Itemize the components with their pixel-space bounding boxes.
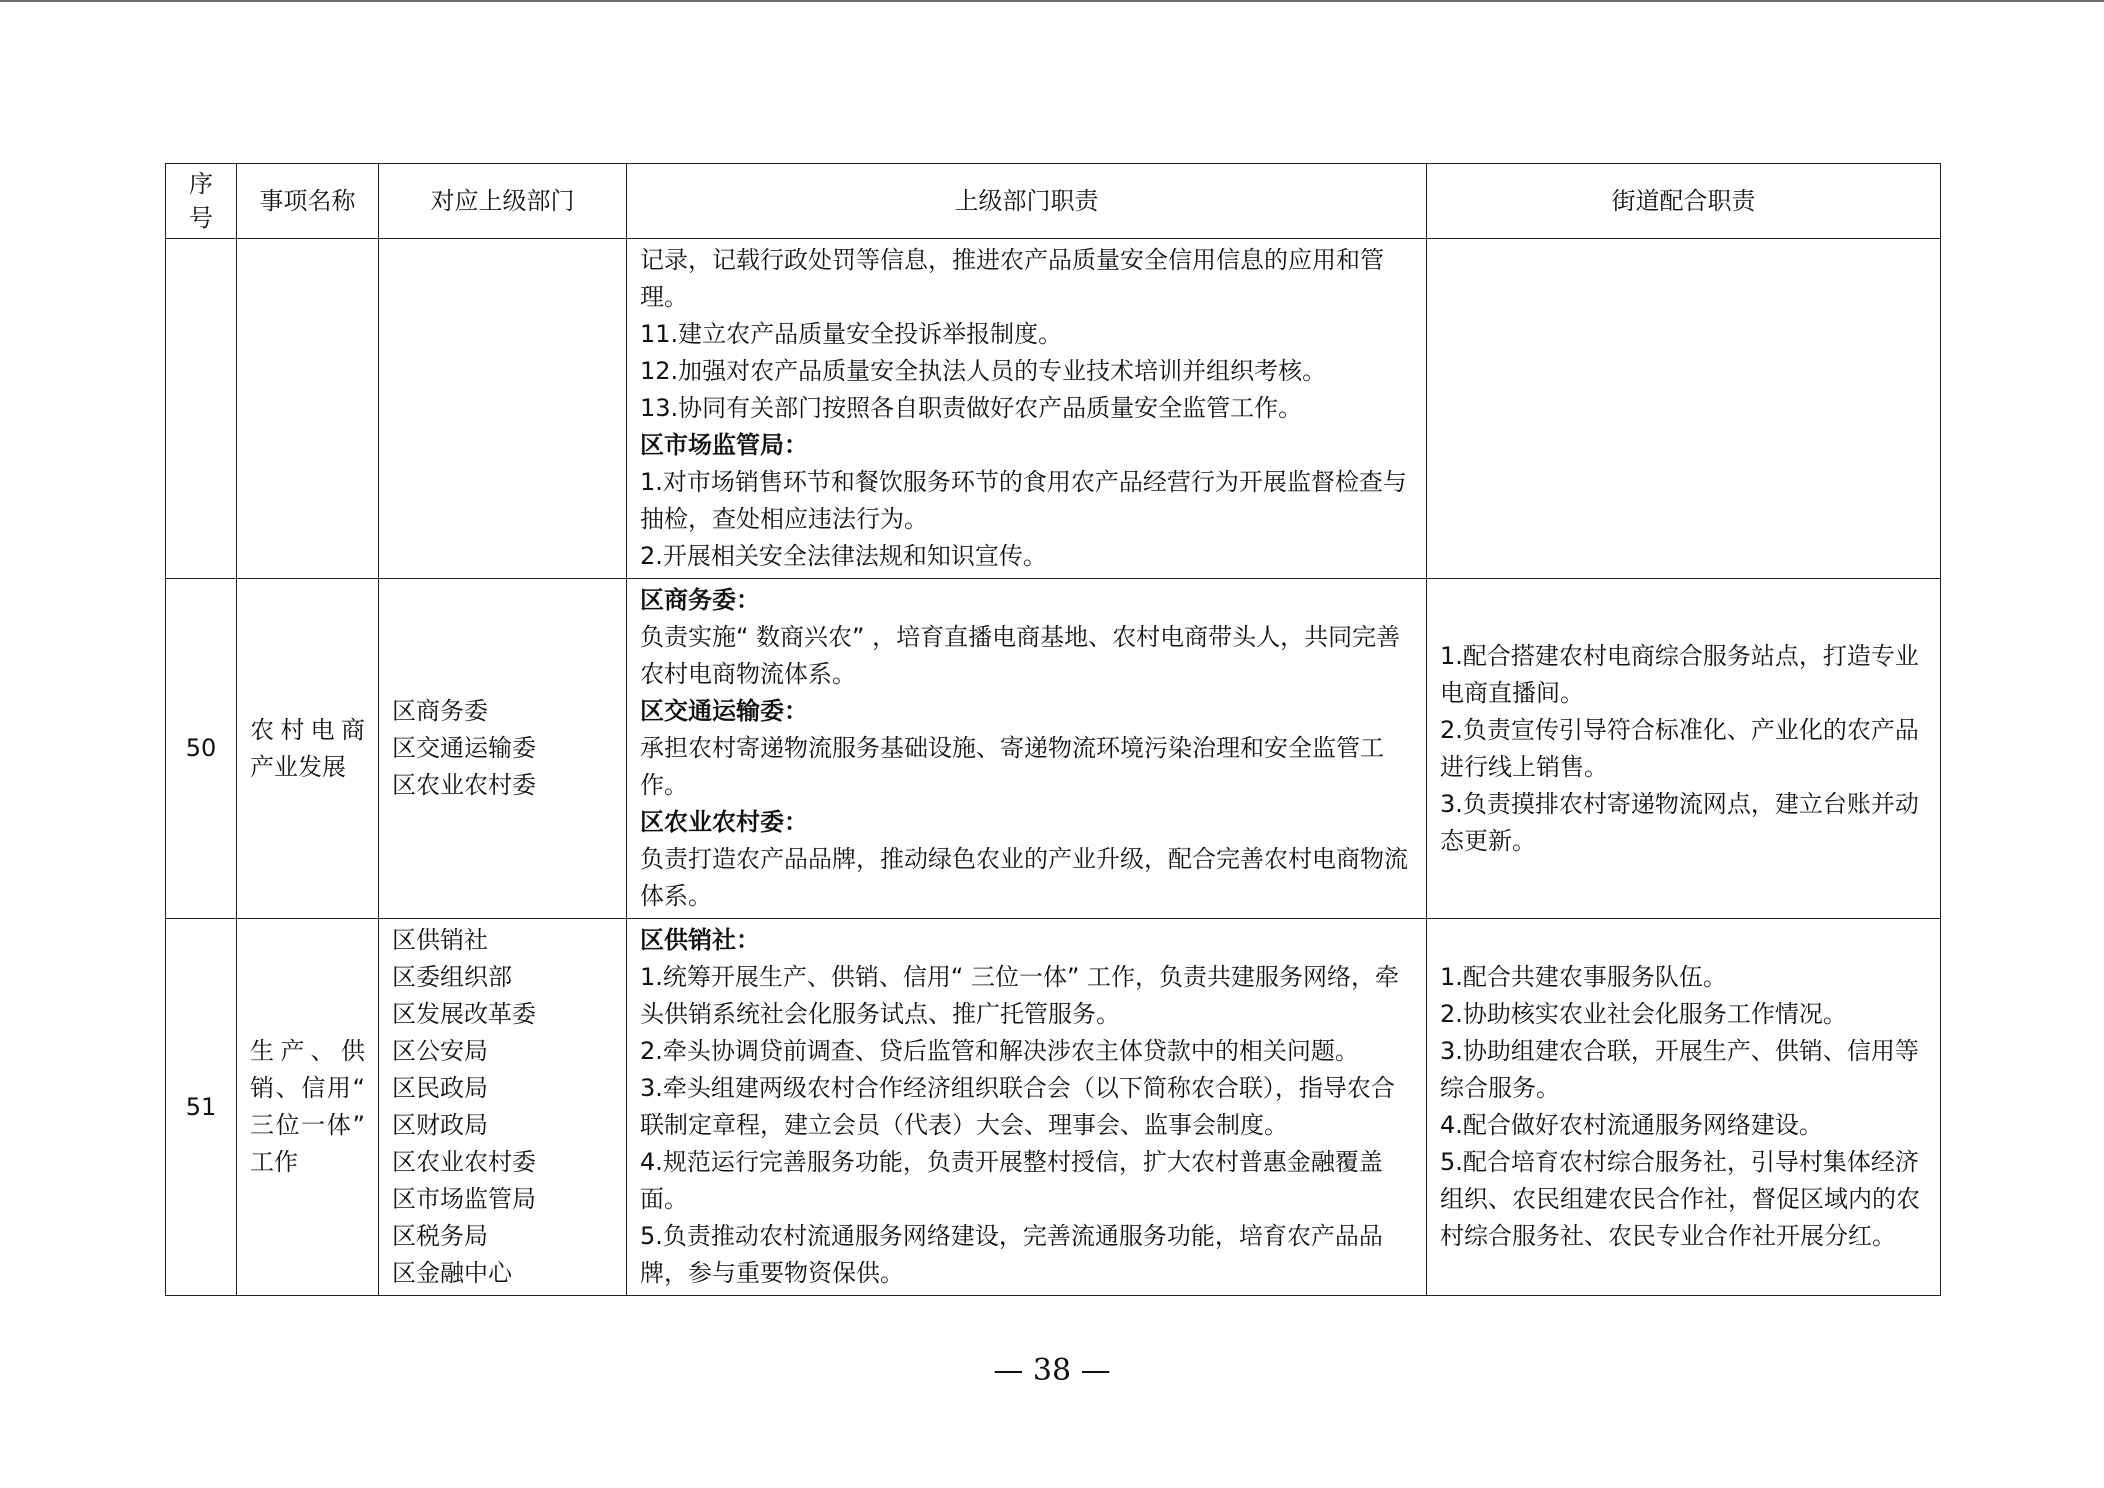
street-duty-line: 3.负责摸排农村寄递物流网点，建立台账并动态更新。	[1440, 789, 1919, 855]
dept-name: 区税务局	[392, 1222, 488, 1250]
header-item-name: 事项名称	[237, 164, 379, 239]
duty-line: 2.开展相关安全法律法规和知识宣传。	[640, 542, 1047, 570]
duty-line: 负责实施“ 数商兴农” ，培育直播电商基地、农村电商带头人，共同完善农村电商物流体系。	[640, 623, 1401, 688]
street-duty-line: 4.配合做好农村流通服务网络建设。	[1440, 1111, 1823, 1139]
duty-table	[165, 163, 1941, 1296]
dept-name: 区财政局	[392, 1111, 488, 1139]
item-name	[237, 239, 379, 579]
duty-line: 11.建立农产品质量安全投诉举报制度。	[640, 320, 1063, 348]
duty-line: 12.加强对农产品质量安全执法人员的专业技术培训并组织考核。	[640, 357, 1327, 385]
header-seq	[166, 164, 237, 239]
header-seq-char: 序	[189, 170, 213, 198]
dept-name: 区市场监管局	[392, 1185, 536, 1213]
superior-dept-cell	[379, 579, 627, 919]
item-name: 农村电商产业发展	[237, 579, 379, 919]
header-superior-dept: 对应上级部门	[379, 164, 627, 239]
row-number: 50	[166, 579, 237, 919]
dept-name: 区委组织部	[392, 963, 512, 991]
top-border-line	[0, 0, 2104, 2]
duty-dept-heading: 区供销社：	[640, 926, 760, 954]
dept-name: 区农业农村委	[392, 1148, 536, 1176]
dept-name: 区金融中心	[392, 1259, 512, 1287]
street-duty-line: 3.协助组建农合联，开展生产、供销、信用等综合服务。	[1440, 1037, 1919, 1102]
header-superior-duty: 上级部门职责	[627, 164, 1427, 239]
duty-dept-heading: 区农业农村委：	[640, 808, 808, 836]
page-number: — 38 —	[993, 1353, 1111, 1388]
duty-line: 承担农村寄递物流服务基础设施、寄递物流环境污染治理和安全监管工作。	[640, 734, 1384, 799]
row-number	[166, 239, 237, 579]
street-duty-line: 1.配合共建农事服务队伍。	[1440, 963, 1727, 991]
header-seq-char: 号	[189, 204, 213, 232]
street-duty-cell	[1427, 919, 1941, 1296]
duty-line: 1.对市场销售环节和餐饮服务环节的食用农产品经营行为开展监督检查与抽检，查处相应违法行为。	[640, 468, 1407, 533]
dept-name: 区商务委	[392, 697, 488, 725]
street-duty-line: 1.配合搭建农村电商综合服务站点，打造专业电商直播间。	[1440, 641, 1919, 707]
duty-line: 3.牵头组建两级农村合作经济组织联合会（以下简称农合联），指导农合联制定章程，建立会员（代表）大会、理事会、监事会制度。	[640, 1074, 1395, 1139]
duty-line: 4.规范运行完善服务功能，负责开展整村授信，扩大农村普惠金融覆盖面。	[640, 1148, 1383, 1213]
duty-line: 1.统筹开展生产、供销、信用“ 三位一体” 工作，负责共建服务网络，牵头供销系统社会化服务试点、推广托管服务。	[640, 963, 1400, 1028]
duty-line: 负责打造农产品品牌，推动绿色农业的产业升级，配合完善农村电商物流体系。	[640, 845, 1408, 910]
duty-line: 13.协同有关部门按照各自职责做好农产品质量安全监管工作。	[640, 394, 1303, 422]
duty-line: 2.牵头协调贷前调查、贷后监管和解决涉农主体贷款中的相关问题。	[640, 1037, 1359, 1065]
dept-name: 区农业农村委	[392, 771, 536, 799]
duty-dept-heading: 区市场监管局：	[640, 431, 808, 459]
superior-duty-cell	[627, 239, 1427, 579]
table-row	[166, 239, 1941, 579]
street-duty-line: 2.负责宣传引导符合标准化、产业化的农产品进行线上销售。	[1440, 715, 1919, 781]
header-street-duty: 街道配合职责	[1427, 164, 1941, 239]
street-duty-line: 5.配合培育农村综合服务社，引导村集体经济组织、农民组建农民合作社，督促区域内的农村综合服务社、农民专业合作社开展分红。	[1440, 1148, 1920, 1250]
street-duty-cell	[1427, 579, 1941, 919]
superior-duty-cell	[627, 579, 1427, 919]
superior-dept-cell	[379, 919, 627, 1296]
street-duty-line: 2.协助核实农业社会化服务工作情况。	[1440, 1000, 1847, 1028]
dept-name: 区民政局	[392, 1074, 488, 1102]
dept-name: 区供销社	[392, 926, 488, 954]
dept-name: 区交通运输委	[392, 734, 536, 762]
dept-name: 区公安局	[392, 1037, 488, 1065]
dept-name: 区发展改革委	[392, 1000, 536, 1028]
superior-duty-cell	[627, 919, 1427, 1296]
table-row	[166, 919, 1941, 1296]
duty-dept-heading: 区交通运输委：	[640, 697, 808, 725]
row-number: 51	[166, 919, 237, 1296]
item-name: 生产、供销、信用“ 三位一体” 工作	[237, 919, 379, 1296]
duty-dept-heading: 区商务委：	[640, 586, 760, 614]
table-row	[166, 579, 1941, 919]
table-header-row	[166, 164, 1941, 239]
duty-line: 5.负责推动农村流通服务网络建设，完善流通服务功能，培育农产品品牌，参与重要物资保供。	[640, 1222, 1383, 1287]
street-duty-cell	[1427, 239, 1941, 579]
superior-dept-cell	[379, 239, 627, 579]
duty-line: 记录，记载行政处罚等信息，推进农产品质量安全信用信息的应用和管理。	[640, 246, 1384, 311]
